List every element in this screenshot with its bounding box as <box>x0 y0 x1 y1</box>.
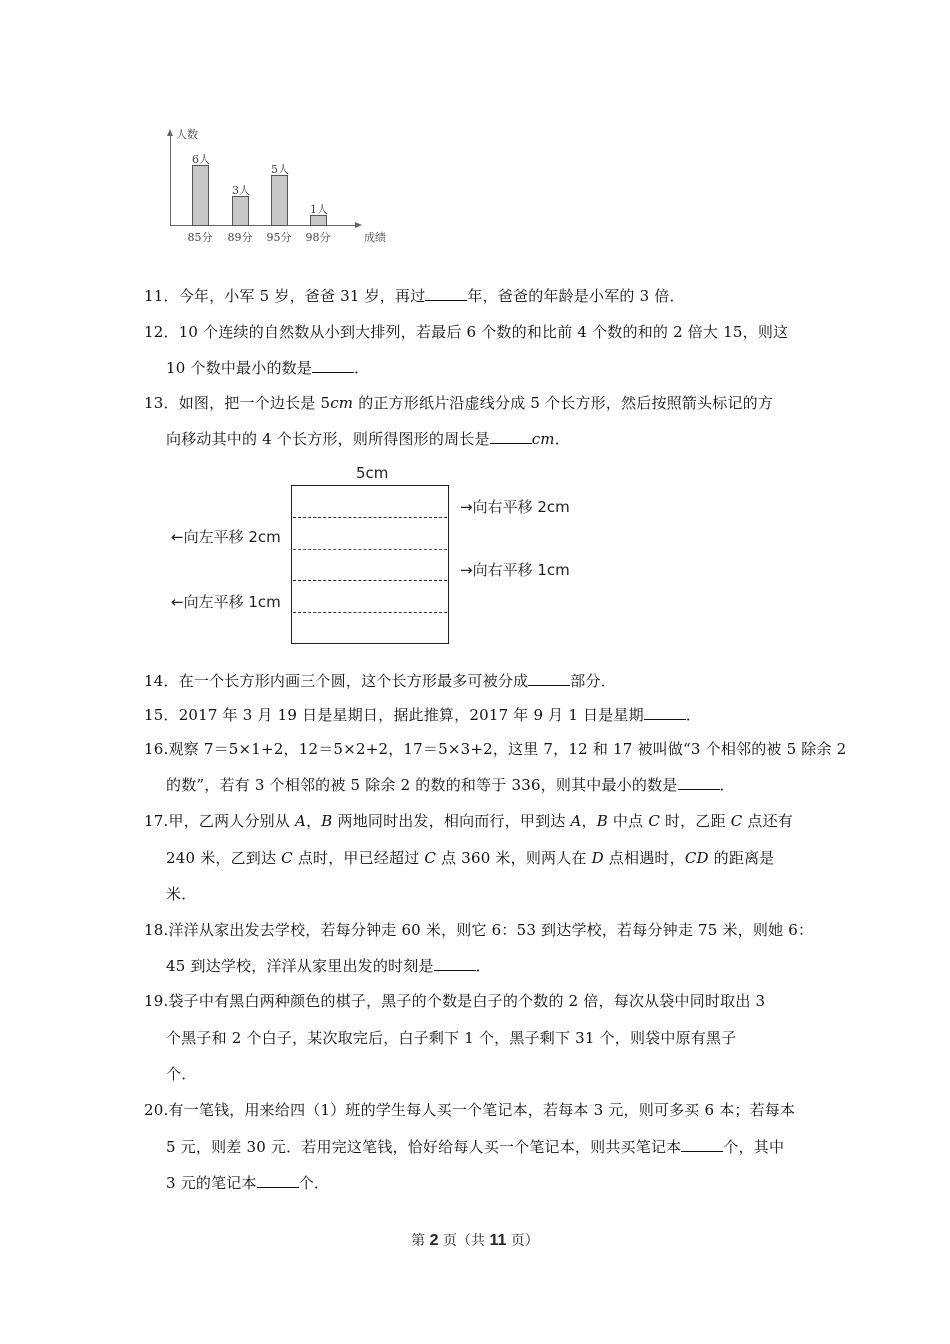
question-number: 11． <box>144 287 179 305</box>
segment-label: CD <box>684 849 709 867</box>
bar-95 <box>271 175 288 226</box>
answer-blank[interactable] <box>425 286 467 301</box>
square-diagram <box>291 485 449 644</box>
question-text: 个黑子和 2 个白子，某次取完后，白子剩下 1 个，黑子剩下 31 个，则袋中原有黑子 <box>166 1029 737 1047</box>
question-text: 3 元的笔记本 <box>166 1174 257 1192</box>
question-19 <box>144 991 765 1011</box>
question-number: 13． <box>144 394 179 412</box>
question-16-line-2 <box>166 775 735 795</box>
question-text: ． <box>554 430 570 448</box>
unit-text: cm <box>330 394 354 412</box>
footer-text: 页（共 <box>438 1233 490 1249</box>
question-text: 点相遇时， <box>603 849 685 867</box>
x-axis-arrow-icon <box>355 222 362 228</box>
question-text: 部分． <box>570 672 616 690</box>
footer-text: 页） <box>506 1233 539 1249</box>
question-12-line-2 <box>166 358 369 378</box>
question-number: 17. <box>144 812 169 830</box>
question-text: 点 360 米，则两人在 <box>436 849 592 867</box>
point-label: C <box>281 849 293 867</box>
question-number: 15． <box>144 706 179 724</box>
question-18 <box>144 920 813 940</box>
question-text: 向移动其中的 4 个长方形，则所得图形的周长是 <box>166 430 490 448</box>
shift-left-2cm-label: ←向左平移 2cm <box>171 528 281 546</box>
question-19-line-2 <box>166 1028 736 1048</box>
answer-blank[interactable] <box>434 956 476 971</box>
question-text: 个，其中 <box>723 1138 785 1156</box>
x-tick-89: 89分 <box>227 231 253 244</box>
question-text: ． <box>685 706 702 724</box>
question-text: 年，爸爸的年龄是小军的 3 倍． <box>467 287 685 305</box>
page-footer <box>0 1230 950 1250</box>
shift-right-1cm-label: →向右平移 1cm <box>460 561 570 579</box>
cut-line-3 <box>293 580 447 581</box>
score-bar-chart <box>150 122 390 250</box>
shift-right-2cm-label: →向右平移 2cm <box>460 498 570 516</box>
bar-label-95: 5人 <box>271 163 289 176</box>
question-text: 有一笔钱，用来给四（1）班的学生每人买一个笔记本，若每本 3 元，则可多买 6 本；若每本 <box>168 1101 796 1119</box>
y-axis <box>170 134 171 226</box>
question-text: 点时，甲已经超过 <box>292 849 425 867</box>
question-text: 10 个连续的自然数从小到大排列，若最后 6 个数的和比前 4 个数的和的 2 倍大 15，则这 <box>178 323 789 341</box>
answer-blank[interactable] <box>257 1173 299 1188</box>
point-label: C <box>648 812 660 830</box>
question-text: 的正方形纸片沿虚线分成 5 个长方形，然后按照箭头标记的方 <box>353 394 774 412</box>
total-page-count: 11 <box>489 1232 507 1249</box>
x-tick-95: 95分 <box>266 231 292 244</box>
question-14 <box>144 671 616 691</box>
cut-line-1 <box>293 517 447 518</box>
point-label: C <box>730 812 743 830</box>
question-15 <box>144 705 701 725</box>
question-text: 在一个长方形内画三个圆，这个长方形最多可被分成 <box>178 672 529 690</box>
question-12 <box>144 322 788 342</box>
point-label: B <box>596 812 608 830</box>
question-20-line-2 <box>166 1137 784 1157</box>
question-text: 甲，乙两人分别从 <box>168 812 296 830</box>
bar-label-85: 6人 <box>192 153 210 166</box>
question-text: 袋子中有黑白两种颜色的棋子，黑子的个数是白子的个数的 2 倍，每次从袋中同时取出 3 <box>168 992 766 1010</box>
bar-label-89: 3人 <box>232 184 250 197</box>
question-text: ， <box>306 812 322 830</box>
y-axis-arrow-icon <box>167 129 173 136</box>
question-text: 2017 年 3 月 19 日是星期日，据此推算，2017 年 9 月 1 日是星期 <box>178 706 644 724</box>
point-label: A <box>570 812 582 830</box>
question-text: ， <box>581 812 597 830</box>
question-number: 18. <box>144 921 169 939</box>
question-text: 观察 7＝5×1+2，12＝5×2+2，17＝5×3+2，这里 7，12 和 17 被叫做“3 个相邻的被 5 除余 2 <box>168 740 847 758</box>
cut-line-2 <box>293 549 447 550</box>
question-13 <box>144 393 773 413</box>
point-label: B <box>321 812 333 830</box>
question-13-line-2 <box>166 429 570 449</box>
question-text: 240 米，乙到达 <box>166 849 282 867</box>
bar-85 <box>192 165 209 226</box>
point-label: D <box>591 849 604 867</box>
question-16 <box>144 739 846 759</box>
question-17 <box>144 811 793 831</box>
question-17-line-2 <box>166 848 775 868</box>
question-text: 米． <box>166 885 197 903</box>
x-tick-98: 98分 <box>305 231 331 244</box>
question-number: 12． <box>144 323 179 341</box>
question-text: 洋洋从家出发去学校，若每分钟走 60 米，则它 6：53 到达学校，若每分钟走 75 米，则她 6： <box>168 921 814 939</box>
question-text: 如图，把一个边长是 5 <box>178 394 331 412</box>
question-text: 45 到达学校，洋洋从家里出发的时刻是 <box>166 957 434 975</box>
x-tick-85: 85分 <box>187 231 213 244</box>
question-text: 5 元，则差 30 元．若用完这笔钱，恰好给每人买一个笔记本，则共买笔记本 <box>166 1138 682 1156</box>
question-number: 14． <box>144 672 179 690</box>
question-number: 16. <box>144 740 169 758</box>
cut-line-4 <box>293 612 447 613</box>
footer-text: 第 <box>411 1233 430 1249</box>
question-text: 两地同时出发，相向而行，甲到达 <box>332 812 571 830</box>
answer-blank[interactable] <box>312 358 354 373</box>
question-text: 10 个数中最小的数是 <box>166 359 313 377</box>
question-text: 个． <box>298 1174 330 1192</box>
question-number: 19. <box>144 992 169 1010</box>
question-11 <box>144 286 685 306</box>
question-17-line-3 <box>166 884 196 904</box>
answer-blank[interactable] <box>528 671 570 686</box>
point-label: A <box>295 812 307 830</box>
question-text: 的数”，若有 3 个相邻的被 5 除余 2 的数的和等于 336，则其中最小的数是 <box>166 776 678 794</box>
answer-blank[interactable] <box>681 1137 723 1152</box>
current-page-number: 2 <box>429 1232 439 1249</box>
question-text: ． <box>475 957 491 975</box>
question-19-line-3 <box>166 1064 196 1084</box>
answer-blank[interactable] <box>490 429 532 444</box>
unit-text: cm <box>531 430 555 448</box>
question-text: ． <box>354 359 370 377</box>
bar-label-98: 1人 <box>310 203 328 216</box>
question-text: 点还有 <box>742 812 794 830</box>
question-text: 时，乙距 <box>660 812 731 830</box>
question-text: 中点 <box>607 812 649 830</box>
x-axis-title: 成绩 <box>364 231 386 244</box>
question-number: 20. <box>144 1101 169 1119</box>
y-axis-title: 人数 <box>176 128 198 141</box>
answer-blank[interactable] <box>644 705 686 720</box>
bar-89 <box>232 196 249 226</box>
diagram-top-label: 5cm <box>356 464 389 482</box>
question-text: 个． <box>166 1065 197 1083</box>
answer-blank[interactable] <box>678 775 720 790</box>
question-text: 的距离是 <box>708 849 775 867</box>
question-20 <box>144 1100 795 1120</box>
question-text: 今年，小军 5 岁，爸爸 31 岁，再过 <box>178 287 426 305</box>
point-label: C <box>424 849 437 867</box>
question-20-line-3 <box>166 1173 329 1193</box>
shift-left-1cm-label: ←向左平移 1cm <box>171 593 281 611</box>
question-text: ． <box>719 776 735 794</box>
question-18-line-2 <box>166 956 491 976</box>
